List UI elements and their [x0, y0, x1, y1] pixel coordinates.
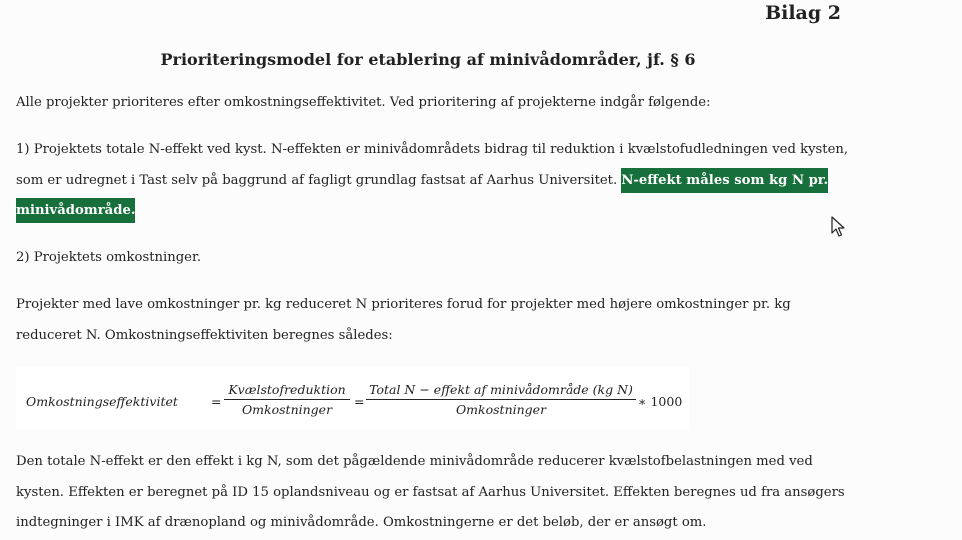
page-title: Prioriteringsmodel for etablering af minivådområder, jf. § 6: [160, 50, 696, 69]
costs-line2: reduceret N. Omkostningseffektiviten beregnes således:: [16, 327, 393, 343]
formula-multiplier: ∗ 1000: [638, 394, 683, 409]
outro-line2: kysten. Effekten er beregnet på ID 15 oplandsniveau og er fastsat af Aarhus Universitet. Effekten beregnes ud fra ansøgers: [16, 484, 845, 500]
formula-fraction-1: [224, 382, 350, 417]
fraction1-denominator: Omkostninger: [241, 402, 333, 417]
item1-paragraph: [16, 135, 856, 227]
appendix-label: Bilag 2: [765, 2, 841, 24]
item1-line1: 1) Projektets totale N-effekt ved kyst. N-effekten er minivådområdets bidrag til reduktion i kvælstofudledningen ved kysten,: [16, 142, 849, 157]
item1-line2: som er udregnet i Tast selv på baggrund af fagligt grundlag fastsat af Aarhus Universitet.: [16, 172, 622, 188]
fraction2-denominator: Omkostninger: [455, 402, 547, 417]
fraction1-numerator: Kvælstofreduktion: [224, 382, 350, 400]
item2-paragraph: 2) Projektets omkostninger.: [16, 250, 202, 265]
fraction2-numerator: Total N − effekt af minivådområde (kg N): [366, 382, 636, 400]
outro-line3: indtegninger i IMK af drænopland og minivådområde. Omkostningerne er det beløb, der er ansøgt om.: [16, 515, 707, 530]
formula-equals-2: =: [354, 394, 365, 409]
outro-paragraph: [16, 447, 856, 539]
highlighted-text-2[interactable]: minivådområde.: [16, 198, 135, 223]
highlighted-text-1[interactable]: N-effekt måles som kg N pr.: [621, 168, 828, 193]
formula-lhs: Omkostningseffektivitet: [26, 394, 178, 409]
intro-paragraph: Alle projekter prioriteres efter omkostningseffektivitet. Ved prioritering af projekterne indgår følgende:: [16, 95, 711, 110]
formula-image: [16, 367, 689, 430]
costs-paragraph: [16, 290, 856, 351]
formula-fraction-2: [366, 382, 636, 417]
costs-line1: Projekter med lave omkostninger pr. kg reduceret N prioriteres forud for projekter med højere omkostninger pr. kg: [16, 297, 791, 312]
outro-line1: Den totale N-effekt er den effekt i kg N, som det pågældende minivådområde reducerer kvælstofbelastningen med ved: [16, 454, 813, 469]
mouse-pointer-icon: [831, 216, 847, 238]
formula-equals-1: =: [211, 394, 222, 409]
